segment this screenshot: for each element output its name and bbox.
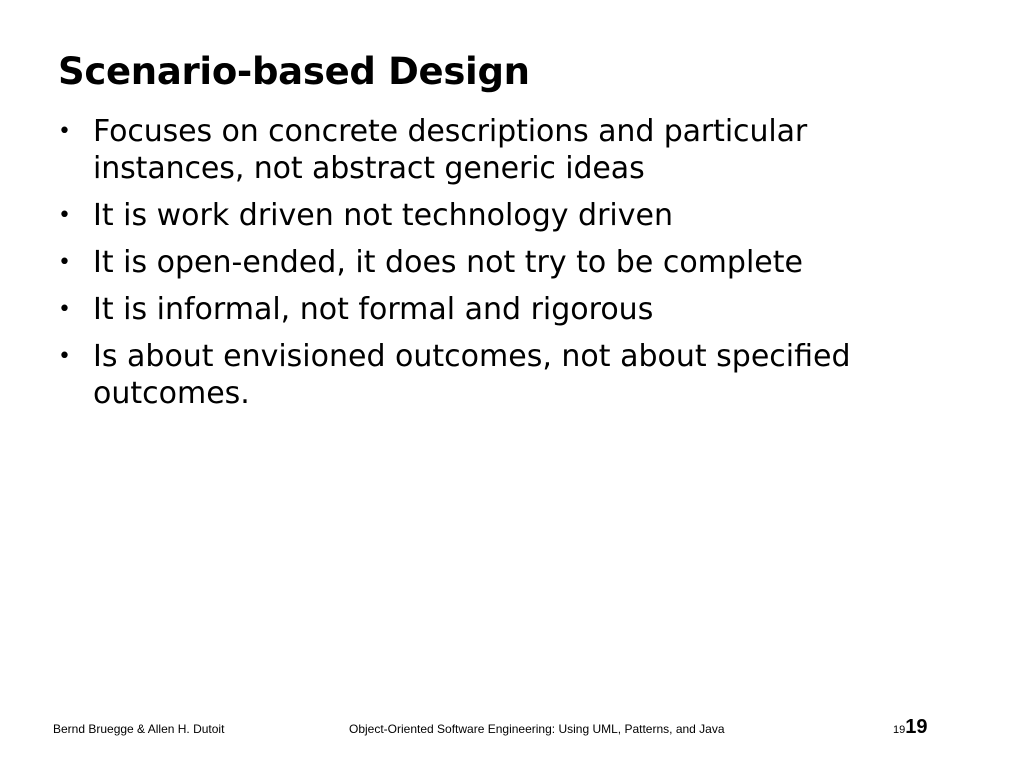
bullet-text: Focuses on concrete descriptions and particular instances, not abstract generic ideas (93, 114, 808, 186)
bullet-text: It is open-ended, it does not try to be complete (93, 245, 803, 280)
slide-title: Scenario-based Design (58, 50, 530, 93)
page-number-small: 19 (893, 724, 906, 736)
bullet-marker: • (58, 344, 71, 369)
bullet-marker: • (58, 250, 71, 275)
page-number-large: 19 (905, 716, 928, 738)
page-number (893, 716, 928, 739)
bullet-marker: • (58, 119, 71, 144)
bullet-text: It is work driven not technology driven (93, 198, 673, 233)
footer-authors: Bernd Bruegge & Allen H. Dutoit (53, 722, 225, 736)
bullet-item (58, 244, 938, 281)
footer-book-title: Object-Oriented Software Engineering: Using UML, Patterns, and Java (349, 722, 725, 736)
bullet-text: Is about envisioned outcomes, not about specified outcomes. (93, 339, 851, 411)
bullet-item (58, 291, 938, 328)
bullet-item (58, 113, 938, 187)
bullet-text: It is informal, not formal and rigorous (93, 292, 654, 327)
bullet-item (58, 338, 938, 412)
bullet-item (58, 197, 938, 234)
bullet-marker: • (58, 297, 71, 322)
bullet-list (58, 113, 938, 422)
bullet-marker: • (58, 203, 71, 228)
